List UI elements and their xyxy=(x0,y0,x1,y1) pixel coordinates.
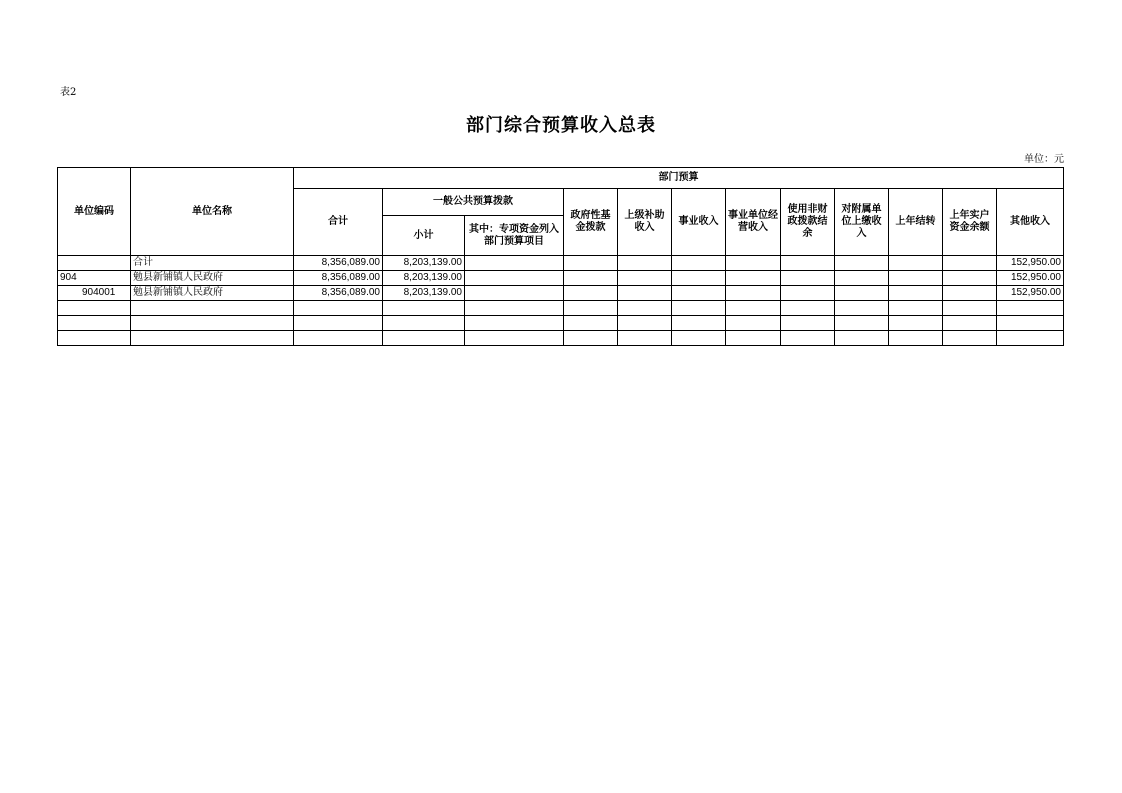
row-business-unit-operating xyxy=(726,271,781,286)
row-name: 勉县新铺镇人民政府 xyxy=(131,286,294,301)
row-prior-year-carryover xyxy=(889,286,943,301)
empty-cell xyxy=(383,316,465,331)
header-business-income: 事业收入 xyxy=(672,189,726,256)
empty-cell xyxy=(672,301,726,316)
row-subtotal: 8,203,139.00 xyxy=(383,271,465,286)
row-gov-fund xyxy=(564,286,618,301)
empty-cell xyxy=(835,331,889,346)
empty-cell xyxy=(781,316,835,331)
table-row xyxy=(58,271,1064,286)
budget-income-table xyxy=(57,167,1064,346)
row-affiliated-turnover xyxy=(835,256,889,271)
header-subtotal: 小计 xyxy=(383,216,465,256)
row-code: 904001 xyxy=(58,286,131,301)
row-higher-subsidy xyxy=(618,256,672,271)
empty-cell xyxy=(465,301,564,316)
empty-cell xyxy=(564,316,618,331)
row-total: 8,356,089.00 xyxy=(294,256,383,271)
header-prior-year-account-balance: 上年实户资金余额 xyxy=(943,189,997,256)
empty-cell xyxy=(294,331,383,346)
empty-cell xyxy=(943,301,997,316)
empty-cell xyxy=(889,331,943,346)
empty-cell xyxy=(465,316,564,331)
empty-cell xyxy=(383,331,465,346)
empty-cell xyxy=(618,301,672,316)
row-prior-year-account-balance xyxy=(943,271,997,286)
row-business-income xyxy=(672,286,726,301)
empty-cell xyxy=(58,316,131,331)
header-gov-fund: 政府性基金拨款 xyxy=(564,189,618,256)
empty-cell xyxy=(943,316,997,331)
row-affiliated-turnover xyxy=(835,286,889,301)
row-non-fiscal-balance xyxy=(781,256,835,271)
empty-cell xyxy=(835,316,889,331)
header-total: 合计 xyxy=(294,189,383,256)
row-total: 8,356,089.00 xyxy=(294,271,383,286)
empty-cell xyxy=(889,301,943,316)
empty-cell xyxy=(618,316,672,331)
row-business-unit-operating xyxy=(726,256,781,271)
row-total: 8,356,089.00 xyxy=(294,286,383,301)
table-row-empty xyxy=(58,316,1064,331)
page-title: 部门综合预算收入总表 xyxy=(466,115,656,136)
row-other-income: 152,950.00 xyxy=(997,256,1064,271)
row-name: 合计 xyxy=(131,256,294,271)
empty-cell xyxy=(294,316,383,331)
empty-cell xyxy=(672,316,726,331)
row-higher-subsidy xyxy=(618,286,672,301)
empty-cell xyxy=(131,316,294,331)
row-special-funds xyxy=(465,271,564,286)
header-non-fiscal-balance: 使用非财政拨款结余 xyxy=(781,189,835,256)
empty-cell xyxy=(997,301,1064,316)
header-general-public: 一般公共预算拨款 xyxy=(383,189,564,216)
row-code xyxy=(58,256,131,271)
empty-cell xyxy=(781,301,835,316)
empty-cell xyxy=(997,331,1064,346)
empty-cell xyxy=(726,331,781,346)
row-special-funds xyxy=(465,286,564,301)
unit-label: 单位：元 xyxy=(1024,154,1064,165)
row-other-income: 152,950.00 xyxy=(997,271,1064,286)
row-business-income xyxy=(672,256,726,271)
row-prior-year-carryover xyxy=(889,256,943,271)
row-non-fiscal-balance xyxy=(781,271,835,286)
header-dept-budget: 部门预算 xyxy=(294,168,1064,189)
row-prior-year-carryover xyxy=(889,271,943,286)
empty-cell xyxy=(564,301,618,316)
empty-cell xyxy=(781,331,835,346)
header-unit-code: 单位编码 xyxy=(58,168,131,256)
header-special-funds: 其中：专项资金列入部门预算项目 xyxy=(465,216,564,256)
empty-cell xyxy=(383,301,465,316)
header-prior-year-carryover: 上年结转 xyxy=(889,189,943,256)
empty-cell xyxy=(997,316,1064,331)
empty-cell xyxy=(58,301,131,316)
empty-cell xyxy=(131,331,294,346)
table-row-empty xyxy=(58,331,1064,346)
table-row-total xyxy=(58,256,1064,271)
header-other-income: 其他收入 xyxy=(997,189,1064,256)
header-unit-name: 单位名称 xyxy=(131,168,294,256)
empty-cell xyxy=(726,316,781,331)
row-prior-year-account-balance xyxy=(943,256,997,271)
table-row xyxy=(58,286,1064,301)
header-business-unit-operating: 事业单位经营收入 xyxy=(726,189,781,256)
header-higher-subsidy: 上级补助收入 xyxy=(618,189,672,256)
row-gov-fund xyxy=(564,271,618,286)
table-number: 表2 xyxy=(60,87,77,98)
row-name: 勉县新铺镇人民政府 xyxy=(131,271,294,286)
row-other-income: 152,950.00 xyxy=(997,286,1064,301)
empty-cell xyxy=(672,331,726,346)
row-special-funds xyxy=(465,256,564,271)
empty-cell xyxy=(294,301,383,316)
header-affiliated-turnover: 对附属单位上缴收入 xyxy=(835,189,889,256)
empty-cell xyxy=(465,331,564,346)
empty-cell xyxy=(943,331,997,346)
empty-cell xyxy=(726,301,781,316)
row-prior-year-account-balance xyxy=(943,286,997,301)
row-business-unit-operating xyxy=(726,286,781,301)
empty-cell xyxy=(889,316,943,331)
row-affiliated-turnover xyxy=(835,271,889,286)
empty-cell xyxy=(564,331,618,346)
empty-cell xyxy=(131,301,294,316)
row-gov-fund xyxy=(564,256,618,271)
table-row-empty xyxy=(58,301,1064,316)
row-non-fiscal-balance xyxy=(781,286,835,301)
empty-cell xyxy=(835,301,889,316)
row-subtotal: 8,203,139.00 xyxy=(383,256,465,271)
row-code: 904 xyxy=(58,271,131,286)
empty-cell xyxy=(618,331,672,346)
row-business-income xyxy=(672,271,726,286)
row-subtotal: 8,203,139.00 xyxy=(383,286,465,301)
empty-cell xyxy=(58,331,131,346)
row-higher-subsidy xyxy=(618,271,672,286)
